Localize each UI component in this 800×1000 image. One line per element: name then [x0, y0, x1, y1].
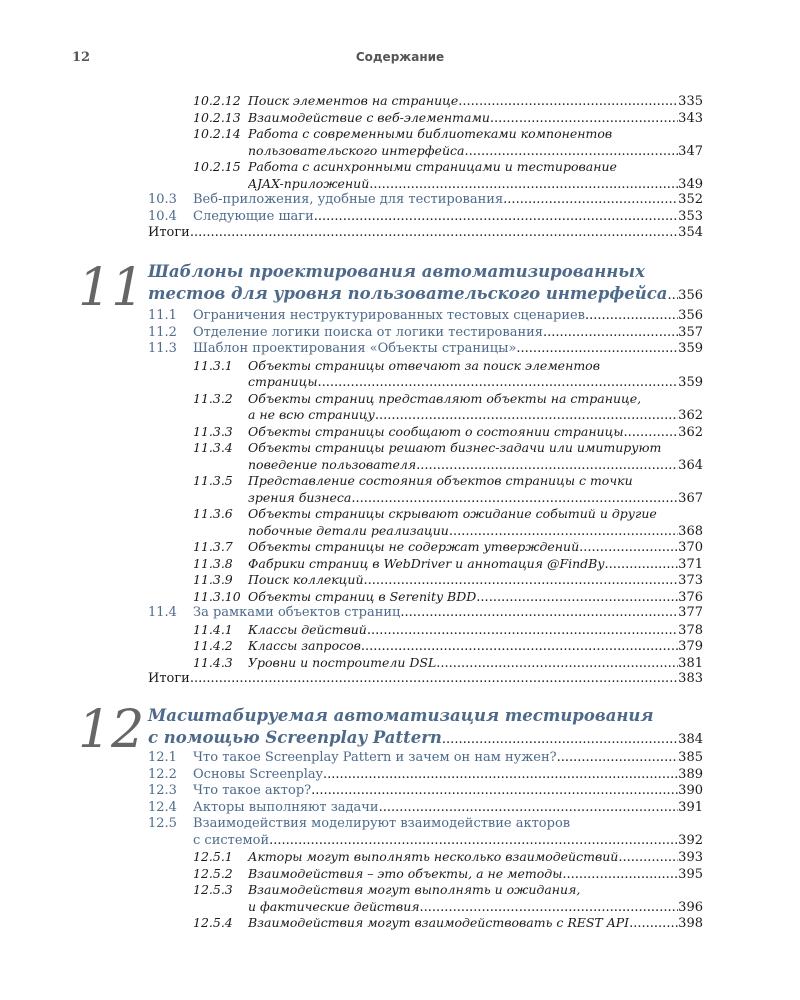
toc-entry-title[interactable]: Поиск элементов на странице: [248, 93, 459, 108]
toc-entry-title[interactable]: Итоги: [148, 671, 190, 686]
toc-entry-page: 373: [678, 573, 703, 588]
toc-entry[interactable]: [193, 915, 703, 931]
dot-leader: [464, 144, 678, 159]
toc-entry-page: 385: [678, 750, 703, 765]
toc-entry-number: 10.2.12: [193, 93, 241, 108]
toc-entry-title-line1[interactable]: Объекты страницы скрывают ожидание событий и другие: [248, 506, 657, 521]
dot-leader: [190, 225, 678, 240]
toc-entry-page: 357: [678, 324, 703, 340]
toc-entry-title[interactable]: зрения бизнеса: [248, 489, 352, 505]
toc-entry[interactable]: [193, 556, 703, 572]
toc-entry-number: 12.5.4: [193, 915, 233, 930]
toc-entry-number: 11.3.10: [193, 588, 241, 604]
toc-entry-number: 12.4: [148, 799, 177, 815]
toc-entry-page: 335: [678, 94, 703, 109]
dot-leader: [367, 623, 678, 638]
dot-leader: [314, 209, 678, 224]
toc-entry-number: 11.3.5: [193, 473, 233, 488]
toc-entry-page: 379: [678, 639, 703, 654]
toc-entry[interactable]: [248, 407, 703, 423]
toc-entry-page: 390: [678, 783, 703, 798]
toc-entry[interactable]: [193, 572, 703, 588]
toc-entry-title-line1[interactable]: Работа с асинхронными страницами и тестирование: [248, 159, 617, 174]
toc-entry[interactable]: [193, 849, 703, 865]
toc-entry-title[interactable]: страницы: [248, 374, 318, 389]
toc-entry-title-line1[interactable]: Работа с современными библиотеками компонентов: [248, 126, 613, 141]
toc-entry-title[interactable]: а не всю страницу: [248, 407, 375, 422]
toc-entry-title[interactable]: Итоги: [148, 225, 190, 240]
toc-entry[interactable]: [148, 209, 703, 224]
toc-entry[interactable]: [148, 783, 703, 798]
toc-entry-page: 359: [678, 375, 703, 390]
toc-entry-page: 371: [678, 556, 703, 572]
toc-entry-page: 396: [678, 899, 703, 915]
dot-leader: [318, 375, 679, 390]
dot-leader: [618, 850, 678, 865]
toc-entry-title[interactable]: Поиск коллекций: [248, 572, 364, 587]
dot-leader: [369, 177, 678, 192]
toc-entry[interactable]: [193, 638, 703, 654]
toc-entry-page: 354: [678, 225, 703, 240]
toc-entry[interactable]: [193, 622, 703, 638]
dot-leader: [361, 639, 678, 654]
toc-entry-page: 398: [678, 916, 703, 931]
chapter-title-line2[interactable]: [148, 284, 703, 303]
toc-entry-title-line1[interactable]: Взаимодействия моделируют взаимодействие акторов: [193, 816, 571, 831]
toc-entry-number: 11.3.6: [193, 506, 233, 521]
toc-entry[interactable]: [193, 833, 703, 848]
toc-entry[interactable]: [148, 767, 703, 782]
toc-entry-number: 12.3: [148, 783, 177, 798]
toc-entry[interactable]: [148, 671, 703, 686]
toc-entry-title[interactable]: Классы действий: [248, 621, 367, 637]
toc-entry-page: 359: [678, 341, 703, 356]
toc-entry-number: 10.4: [148, 208, 177, 224]
toc-entry[interactable]: [248, 457, 703, 473]
toc-entry[interactable]: [148, 325, 703, 340]
toc-entry[interactable]: [248, 374, 703, 390]
toc-entry-number: 11.4: [148, 605, 177, 620]
toc-entry[interactable]: [193, 110, 703, 126]
toc-entry-page: 352: [678, 192, 703, 207]
chapter-title[interactable]: тестов для уровня пользовательского интерфейса: [148, 284, 668, 303]
toc-entry-number: 11.3.1: [193, 357, 233, 373]
toc-entry[interactable]: [248, 490, 703, 506]
toc-entry-title-line1[interactable]: Представление состояния объектов страницы с точки: [248, 473, 633, 488]
dot-leader: [629, 916, 678, 931]
dot-leader: [503, 192, 678, 207]
toc-entry-title[interactable]: Шаблон проектирования «Объекты страницы»: [193, 341, 517, 356]
toc-entry-number: 11.3: [148, 341, 177, 356]
toc-entry-title[interactable]: пользовательского интерфейса: [248, 142, 465, 158]
toc-entry-title[interactable]: Взаимодействия – это объекты, а не методы: [248, 865, 563, 881]
toc-entry-number: 12.5.3: [193, 882, 233, 897]
toc-entry-page: 367: [678, 490, 703, 506]
toc-entry-title[interactable]: AJAX-приложений: [248, 175, 370, 191]
toc-entry-title[interactable]: Взаимодействие с веб-элементами: [248, 109, 490, 125]
dot-leader: [449, 524, 678, 539]
toc-entry-title[interactable]: Ограничения неструктурированных тестовых сценариев: [193, 308, 585, 323]
toc-entry-number: 11.1: [148, 308, 177, 323]
toc-entry-number: 12.5.1: [193, 849, 233, 864]
dot-leader: [604, 557, 678, 572]
toc-entry[interactable]: [193, 93, 703, 109]
toc-entry[interactable]: [248, 523, 703, 539]
toc-entry-title[interactable]: За рамками объектов страниц: [193, 605, 401, 620]
running-header-title: Содержание: [355, 50, 445, 64]
dot-leader: [543, 325, 678, 340]
toc-entry-page: 392: [678, 832, 703, 848]
toc-entry-page: 364: [678, 457, 703, 473]
toc-entry-page: 347: [678, 143, 703, 159]
toc-entry-page: 377: [678, 605, 703, 620]
toc-entry-number: 11.4.3: [193, 654, 233, 670]
toc-entry-number: 11.3.9: [193, 572, 233, 587]
dot-leader: [351, 491, 678, 506]
dot-leader: [364, 573, 679, 588]
toc-entry-number: 11.3.3: [193, 423, 233, 439]
toc-entry-title[interactable]: Основы Screenplay: [193, 766, 323, 782]
toc-entry-title[interactable]: поведение пользователя: [248, 456, 417, 472]
toc-entry-number: 11.2: [148, 324, 177, 340]
dot-leader: [476, 590, 678, 605]
toc-entry[interactable]: [193, 589, 703, 605]
toc-entry-title[interactable]: Уровни и построители DSL: [248, 654, 437, 670]
toc-entry[interactable]: [193, 424, 703, 440]
toc-entry-number: 12.5.2: [193, 865, 233, 881]
toc-entry-page: 370: [678, 540, 703, 555]
toc-entry[interactable]: [148, 800, 703, 815]
toc-entry-page: 362: [678, 424, 703, 440]
toc-entry[interactable]: [148, 225, 703, 240]
dot-leader: [442, 732, 678, 747]
toc-entry-number: 11.3.8: [193, 555, 233, 571]
toc-entry[interactable]: [248, 176, 703, 192]
dot-leader: [585, 308, 678, 323]
toc-entry-title-line1[interactable]: Взаимодействия могут выполнять и ожидания,: [248, 882, 581, 897]
chapter-title-line1[interactable]: Шаблоны проектирования автоматизированных: [148, 262, 645, 281]
toc-entry-number: 11.4.2: [193, 638, 233, 653]
toc-entry-page: 376: [678, 589, 703, 605]
toc-entry-title[interactable]: Акторы выполняют задачи: [193, 799, 379, 815]
dot-leader: [311, 783, 678, 798]
dot-leader: [375, 408, 678, 423]
toc-entry-number: 11.3.7: [193, 539, 233, 554]
chapter-title[interactable]: с помощью Screenplay Pattern: [148, 728, 442, 747]
toc-entry-number: 12.1: [148, 750, 177, 765]
toc-entry-title[interactable]: Объекты страниц в Serenity BDD: [248, 588, 477, 604]
toc-entry-title[interactable]: Объекты страницы сообщают о состоянии страницы: [248, 423, 624, 439]
toc-entry-title[interactable]: Взаимодействия могут взаимодействовать с REST API: [248, 915, 630, 930]
toc-entry[interactable]: [148, 192, 703, 207]
toc-entry-title[interactable]: Отделение логики поиска от логики тестирования: [193, 324, 543, 340]
toc-entry-title[interactable]: Фабрики страниц в WebDriver и аннотация @FindBy: [248, 555, 605, 571]
toc-entry-title[interactable]: Что такое актор?: [193, 783, 312, 798]
toc-entry-page: 349: [678, 176, 703, 192]
dot-leader: [579, 540, 678, 555]
toc-entry-page: 393: [678, 850, 703, 865]
toc-entry-title[interactable]: с системой: [193, 832, 270, 848]
toc-entry-title[interactable]: Следующие шаги: [193, 208, 314, 224]
toc-entry-title[interactable]: побочные детали реализации: [248, 522, 449, 538]
toc-entry-page: 343: [678, 110, 703, 126]
toc-entry-number: 12.5: [148, 816, 177, 831]
toc-entry-title[interactable]: Классы запросов: [248, 638, 361, 653]
toc-entry-number: 10.2.13: [193, 109, 241, 125]
dot-leader: [667, 288, 678, 303]
toc-entry-page: 362: [678, 408, 703, 423]
toc-entry-page: 383: [678, 671, 703, 686]
toc-entry-number: 12.2: [148, 766, 177, 782]
toc-entry-page: 368: [678, 523, 703, 539]
toc-entry-number: 11.4.1: [193, 621, 233, 637]
toc-entry-page: 381: [678, 655, 703, 671]
toc-entry-page: 395: [678, 866, 703, 882]
dot-leader: [624, 425, 679, 440]
chapter-title-line2[interactable]: [148, 728, 703, 747]
chapter-title-line1[interactable]: Масштабируемая автоматизация тестирования: [148, 706, 654, 725]
dot-leader: [269, 833, 678, 848]
toc-entry[interactable]: [193, 655, 703, 671]
dot-leader: [557, 750, 679, 765]
toc-entry[interactable]: [248, 899, 703, 915]
toc-entry-page: 391: [678, 799, 703, 815]
dot-leader: [436, 656, 678, 671]
chapter-11-number: 11: [78, 258, 145, 318]
toc-entry-title[interactable]: Акторы могут выполнять несколько взаимодействий: [248, 849, 619, 864]
toc-entry-number: 10.2.15: [193, 159, 241, 174]
toc-entry-page: 353: [678, 208, 703, 224]
dot-leader: [190, 671, 678, 686]
toc-entry-title[interactable]: Что такое Screenplay Pattern и зачем он нам нужен?: [193, 750, 557, 765]
toc-entry[interactable]: [148, 341, 703, 356]
toc-entry-number: 10.2.14: [193, 126, 241, 141]
toc-entry-page: 378: [678, 622, 703, 638]
dot-leader: [562, 867, 678, 882]
dot-leader: [420, 900, 679, 915]
page-number: 12: [72, 50, 91, 65]
toc-entry[interactable]: [193, 539, 703, 555]
toc-entry-page: 356: [678, 308, 703, 323]
dot-leader: [323, 767, 678, 782]
dot-leader: [458, 94, 678, 109]
chapter-page: 356: [678, 288, 703, 303]
toc-entry-title[interactable]: Веб-приложения, удобные для тестирования: [193, 192, 504, 207]
dot-leader: [516, 341, 678, 356]
dot-leader: [379, 800, 679, 815]
chapter-12-number: 12: [78, 700, 145, 760]
dot-leader: [400, 605, 678, 620]
toc-entry-number: 11.3.4: [193, 440, 233, 455]
toc-entry-title[interactable]: Объекты страницы не содержат утверждений: [248, 539, 580, 554]
toc-entry-title-line1[interactable]: Объекты страницы отвечают за поиск элементов: [248, 357, 600, 373]
toc-entry[interactable]: [148, 605, 703, 620]
toc-entry[interactable]: [148, 308, 703, 323]
toc-entry-title-line1[interactable]: Объекты страниц представляют объекты на странице,: [248, 390, 642, 406]
toc-entry[interactable]: [148, 750, 703, 765]
chapter-page: 384: [678, 732, 703, 747]
toc-entry[interactable]: [193, 866, 703, 882]
dot-leader: [490, 111, 678, 126]
toc-entry-title-line1[interactable]: Объекты страницы решают бизнес-задачи или имитируют: [248, 440, 662, 455]
toc-entry-title[interactable]: и фактические действия: [248, 898, 420, 914]
dot-leader: [416, 458, 678, 473]
toc-entry-number: 11.3.2: [193, 390, 233, 406]
toc-entry-page: 389: [678, 766, 703, 782]
toc-entry-number: 10.3: [148, 192, 177, 207]
toc-entry[interactable]: [248, 143, 703, 159]
